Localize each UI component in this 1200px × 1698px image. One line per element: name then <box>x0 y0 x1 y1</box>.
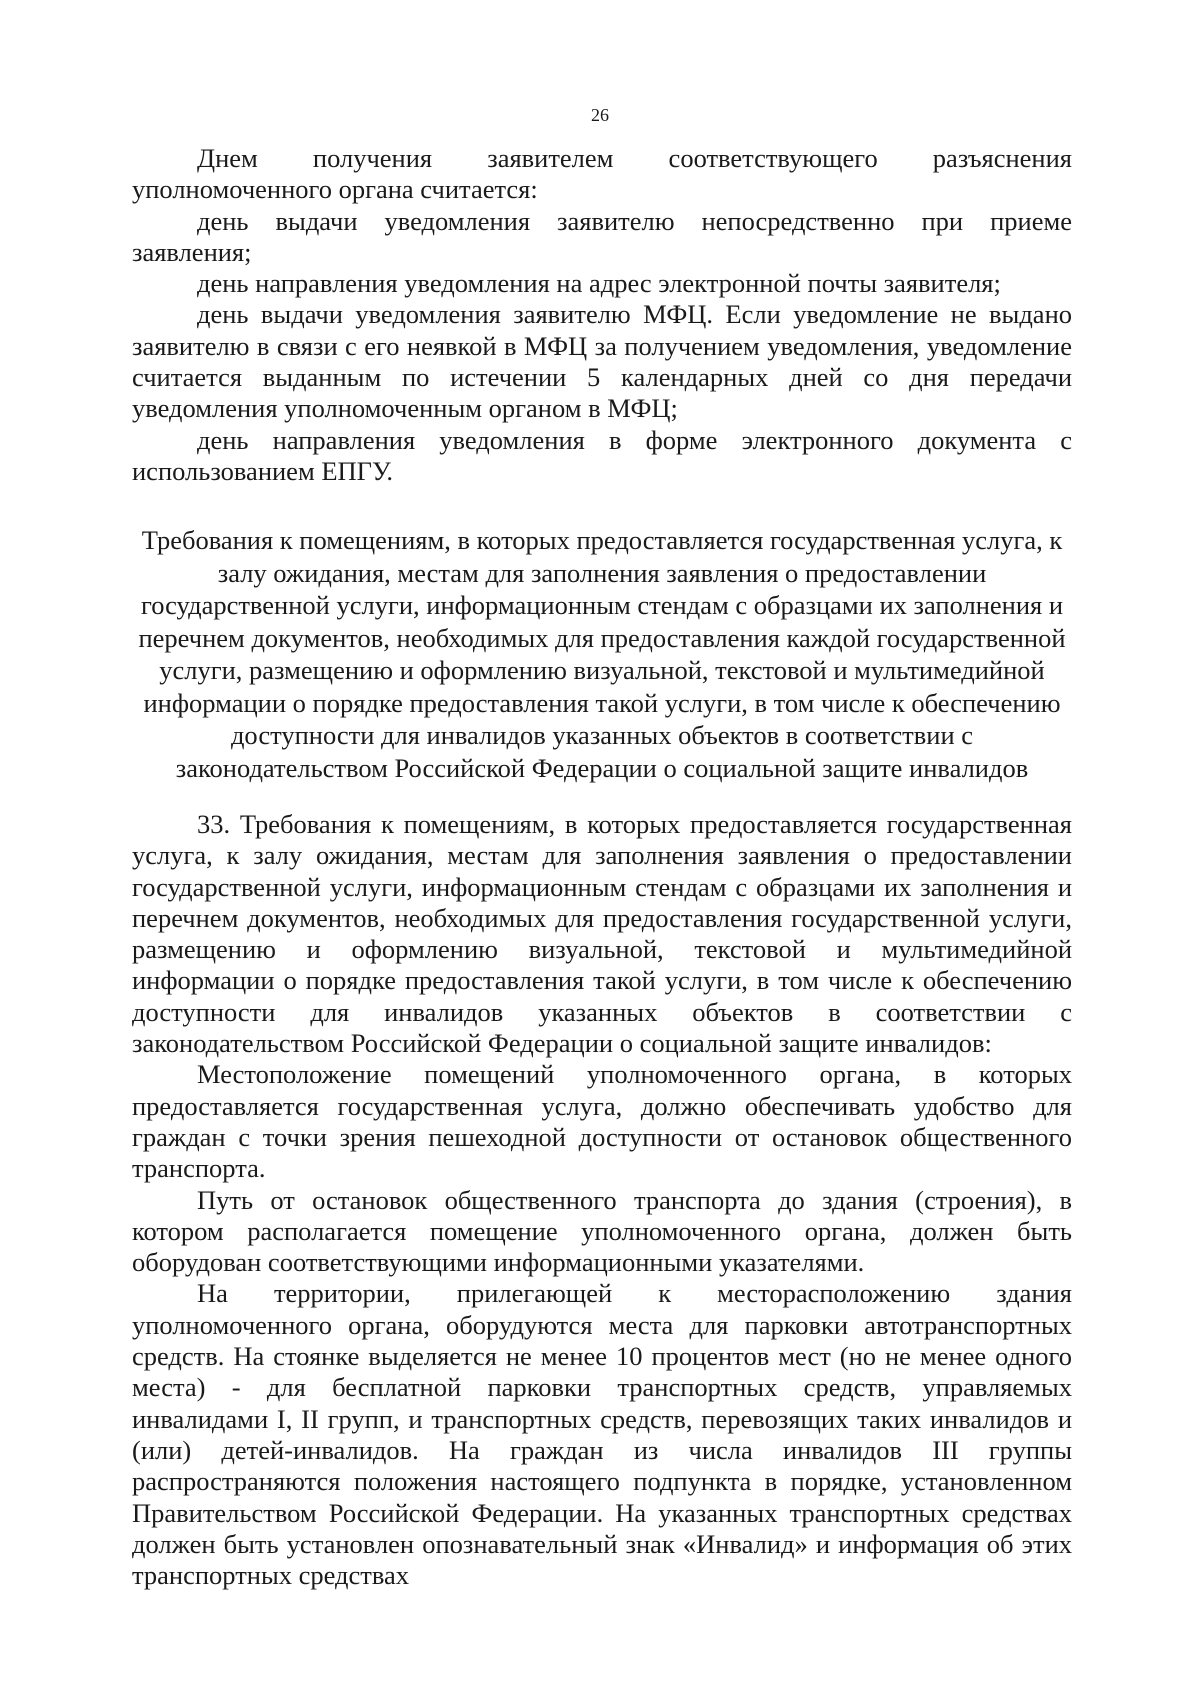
premises-requirements-section <box>132 809 1072 1591</box>
paragraph-33: 33. Требования к помещениям, в которых предоставляется государственная услуга, к залу ожидания, местам для заполнения заявления о предоставлении государственной услуги, информационным стендам с образцами их заполнения и перечнем документов, необходимых для предоставления государственной услуги, размещению и оформлению визуальной, текстовой и мультимедийной информации о порядке предоставления такой услуги, в том числе к обеспечению доступности для инвалидов указанных объектов в соответствии с законодательством Российской Федерации о социальной защите инвалидов: <box>132 809 1072 1059</box>
paragraph-item-email: день направления уведомления на адрес электронной почты заявителя; <box>197 268 1001 299</box>
paragraph-intro: Днем получения заявителем соответствующего разъяснения уполномоченного органа считается: <box>132 143 1072 205</box>
paragraph-parking: На территории, прилегающей к месторасположению здания уполномоченного органа, оборудуются места для парковки автотранспортных средств. На стоянке выделяется не менее 10 процентов мест (но не менее одного места) - для бесплатной парковки транспортных средств, управляемых инвалидами I, II групп, и транспортных средств, перевозящих таких инвалидов и (или) детей-инвалидов. На граждан из числа инвалидов III группы распространяются положения настоящего подпункта в порядке, установленном Правительством Российской Федерации. На указанных транспортных средствах должен быть установлен опознавательный знак «Инвалид» и информация об этих транспортных средствах <box>132 1278 1072 1591</box>
paragraph-item-direct: день выдачи уведомления заявителю непосредственно при приеме заявления; <box>132 205 1072 267</box>
paragraph-item-epgu: день направления уведомления в форме электронного документа с использованием ЕПГУ. <box>132 424 1072 486</box>
paragraph-route: Путь от остановок общественного транспорта до здания (строения), в котором располагается помещение уполномоченного органа, должен быть оборудован соответствующими информационными указателями. <box>132 1184 1072 1278</box>
paragraph-item-mfc: день выдачи уведомления заявителю МФЦ. Если уведомление не выдано заявителю в связи с его неявкой в МФЦ за получением уведомления, уведомление считается выданным по истечении 5 календарных дней со дня передачи уведомления уполномоченным органом в МФЦ; <box>132 299 1072 424</box>
paragraph-location: Местоположение помещений уполномоченного органа, в которых предоставляется государственная услуга, должно обеспечивать удобство для граждан с точки зрения пешеходной доступности от остановок общественного транспорта. <box>132 1059 1072 1184</box>
page-number: 26 <box>591 105 609 125</box>
notification-days-section <box>132 143 1072 487</box>
section-heading: Требования к помещениям, в которых предоставляется государственная услуга, к залу ожидания, местам для заполнения заявления о предоставлении государственной услуги, информационным стендам с образцами их заполнения и перечнем документов, необходимых для предоставления каждой государственной услуги, размещению и оформлению визуальной, текстовой и мультимедийной информации о порядке предоставления такой услуги, в том числе к обеспечению доступности для инвалидов указанных объектов в соответствии с законодательством Российской Федерации о социальной защите инвалидов <box>138 525 1066 783</box>
